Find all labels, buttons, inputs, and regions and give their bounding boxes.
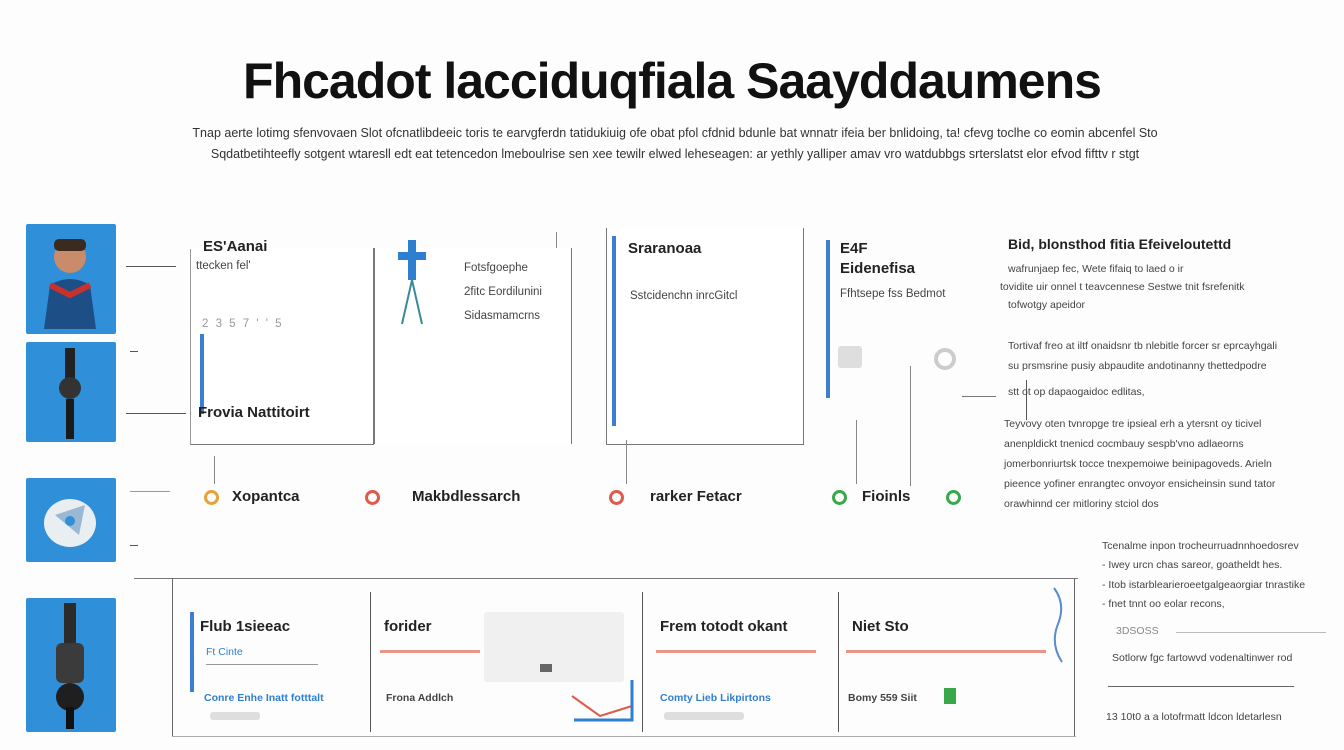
- right-text: Tortivaf freo at iltf onaidsnr tb nlebitle forcer sr eprcayhgali: [1008, 340, 1278, 352]
- card-1-footer: Frovia Nattitoirt: [198, 404, 310, 421]
- right-text: Teyvovy oten tvnropge tre ipsieal erh a ytersnt oy ticivel: [1004, 418, 1262, 430]
- card-3-title: Sraranoaa: [628, 240, 702, 257]
- right-text: jomerbonriurtsk tocce tnexpemoiwe beinipagoveds. Arieln: [1004, 458, 1272, 470]
- stage-end-marker: [946, 490, 961, 505]
- leader-line: [130, 545, 138, 546]
- right-text: stt ot op dapaogaidoc edlitas,: [1008, 386, 1145, 398]
- plug-icon: [24, 598, 116, 732]
- right-text: tovidite uir onnel t teavcennese Sestwe tnit fsrefenitk: [1000, 281, 1245, 293]
- leader-line: [130, 491, 170, 492]
- list-item: Sotlorw fgc fartowvd vodenaltinwer rod: [1112, 652, 1293, 664]
- leader-line: [126, 266, 176, 267]
- stage-1-label: Xopantca: [232, 488, 300, 505]
- bottom-right-heading: Tcenalme inpon trocheurruadnnhoedosrev: [1102, 540, 1299, 552]
- feature-card-3: [606, 228, 804, 445]
- bottom-card-1-footer: Conre Enhe Inatt fotttalt: [204, 692, 324, 704]
- dish-icon: [24, 478, 116, 562]
- trend-icon: [570, 676, 636, 731]
- right-panel-heading: Bid, blonsthod fitia Efeiveloutettd: [1008, 236, 1232, 252]
- right-text: pieence yofiner enrangtec onvoyor ensicheinsin sund tator: [1004, 478, 1276, 490]
- right-text: su prsmsrine pusiy abpaudite andotinanny thettedpodre: [1008, 360, 1267, 372]
- right-text: orawhinnd cer mitloriny stciol dos: [1004, 498, 1159, 510]
- bottom-card-4-title: Niet Sto: [852, 618, 909, 635]
- list-item: 13 10t0 a a lotofrmatt ldcon ldetarlesn: [1106, 711, 1282, 723]
- stage-1-marker: [204, 490, 219, 505]
- antenna-icon: [394, 238, 430, 333]
- list-item: - fnet tnnt oo eolar recons,: [1102, 598, 1225, 610]
- slider-track: [1108, 686, 1294, 687]
- page-title: Fhcadot lacciduqfiala Saayddaumens: [243, 53, 1101, 109]
- card-4-subtitle: Eidenefisa: [840, 260, 916, 277]
- accent-bar: [826, 240, 830, 398]
- right-text: anenpldickt tnenicd cocmbauy sespb'vno adlaeorns: [1004, 438, 1244, 450]
- card-4-line: Ffhtsepe fss Bedmot: [840, 288, 946, 300]
- leader-line: [130, 351, 138, 352]
- stage-3-label: rarker Fetacr: [650, 488, 742, 505]
- bottom-card-2-footer: Frona Addlch: [386, 692, 454, 704]
- tool-icon: [24, 342, 116, 442]
- card-1-line: ttecken fel': [196, 260, 251, 272]
- card-1-title: ES'Aanai: [203, 238, 268, 255]
- card-2-line-1: Fotsfgoephe: [464, 262, 528, 274]
- list-item: - Itob istarblearieroeetgalgeaorgiar tnrastike: [1102, 579, 1306, 591]
- stage-4-marker: [832, 490, 847, 505]
- right-text: tofwotgy apeidor: [1008, 299, 1086, 311]
- bottom-card-3-footer: Comty Lieb Likpirtons: [660, 692, 771, 704]
- card-2-line-3: Sidasmamcrns: [464, 310, 541, 322]
- accent-bar: [190, 612, 194, 692]
- knob-icon: [934, 348, 956, 370]
- bottom-card-2-title: forider: [384, 618, 432, 635]
- subtitle-line-1: Tnap aerte lotimg sfenvovaen Slot ofcnatlibdeeic toris te earvgferdn tatidukiuig ofe obat pfol cfdnid bdunle bat wnnatr ifeia ber bnlidoing, ta! cfevg toclhe co eomin abcenfel Sto: [192, 126, 1158, 140]
- bottom-card-1-title: Flub 1sieeac: [200, 618, 291, 635]
- card-2-line-2: 2fitc Eordilunini: [464, 286, 542, 298]
- bottom-card-3-title: Frem totodt okant: [660, 618, 788, 635]
- accent-bar: [612, 236, 616, 426]
- right-text: wafrunjaep fec, Wete fifaiq to laed o ir: [1008, 263, 1184, 275]
- bottom-right-value: 3DSOSS: [1116, 625, 1159, 637]
- list-item: - Iwey urcn chas sareor, goatheldt hes.: [1102, 559, 1283, 571]
- leader-line: [126, 413, 186, 414]
- accent-bar: [200, 334, 204, 414]
- bracket-icon: [1050, 584, 1070, 669]
- stage-2-marker: [365, 490, 380, 505]
- bottom-card-4-footer: Bomy 559 Siit: [848, 692, 917, 704]
- person-icon: [24, 224, 116, 334]
- stage-4-label: Fioinls: [862, 488, 911, 505]
- stage-3-marker: [609, 490, 624, 505]
- subtitle-line-2: Sqdatbetihteefly sotgent wtaresll edt eat tetencedon lmeboulrise sen xee tewilr elwed leheseagen: ar yethly yalliper amav vro watdubbgs srterslatst elor efvod fifttv r stgt: [210, 147, 1140, 161]
- bottom-card-1-sub: Ft Cinte: [206, 646, 243, 658]
- stage-2-label: Makbdlessarch: [412, 488, 521, 505]
- card-1-blurred: 2 3 5 7 ' ' 5: [202, 318, 284, 330]
- card-3-line: Sstcidenchn inrcGitcl: [630, 290, 738, 302]
- card-4-title: E4F: [840, 240, 868, 257]
